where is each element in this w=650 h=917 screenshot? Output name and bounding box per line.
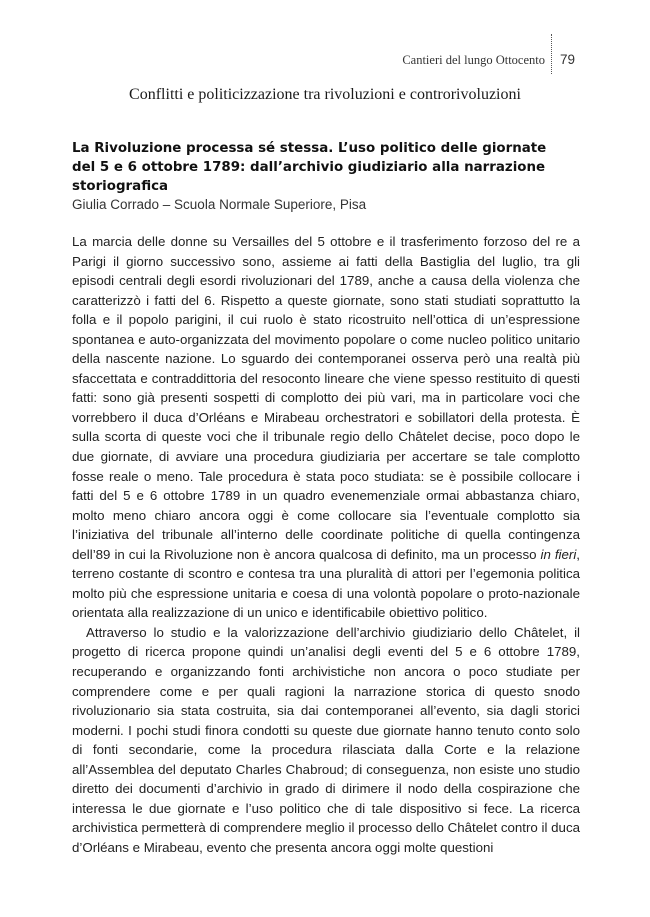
header-divider (551, 34, 552, 74)
italic-term: in fieri (540, 546, 577, 562)
running-header: Cantieri del lungo Ottocento (402, 53, 545, 67)
page-number: 79 (560, 52, 576, 67)
author-line: Giulia Corrado – Scuola Normale Superiore, Pisa (72, 197, 367, 212)
paragraph-text: , terreno costante di scontro e contesa tra una pluralità di attori per l’egemonia politica molto più che espressione unitaria e coesa di una volontà popolare o proto-nazionale orientata alla realizzazione di un unico e identificabile obiettivo politico. (72, 546, 580, 621)
article-body (72, 232, 580, 858)
paragraph (72, 232, 580, 623)
paragraph: Attraverso lo studio e la valorizzazione dell’archivio giudiziario dello Châtelet, il progetto di ricerca propone quindi un’analisi degli eventi del 5 e 6 ottobre 1789, recuperando e organizzando fonti archivistiche non ancora o poco studiate per comprendere come e per quali ragioni la narrazione storica di questo snodo rivoluzionario sia stata costruita, sia dai contemporanei all’evento, sia dagli storici moderni. I pochi studi finora condotti su queste due giornate hanno tenuto conto solo di fonti secondarie, come la procedura rilasciata dalla Corte e la relazione all’Assemblea del deputato Charles Chabroud; di conseguenza, non esiste uno studio diretto dei documenti d’archivio in grado di dirimere il nodo della cospirazione che interessa le due giornate e l’uso politico che di tale dispositivo si fece. La ricerca archivistica permetterà di comprendere meglio il processo dello Châtelet contro il duca d’Orléans e Mirabeau, evento che presenta ancora oggi molte questioni (72, 624, 580, 855)
section-title: Conflitti e politicizzazione tra rivoluzioni e controrivoluzioni (129, 86, 521, 103)
article-title: La Rivoluzione processa sé stessa. L’uso politico delle giornate del 5 e 6 ottobre 1789: dall’archivio giudiziario alla narrazione storiografica (72, 141, 547, 194)
paragraph-text: La marcia delle donne su Versailles del 5 ottobre e il trasferimento forzoso del re a Parigi il giorno successivo sono, assieme ai fatti della Bastiglia del luglio, tra gli episodi centrali degli esordi rivoluzionari del 1789, anche a causa della violenza che caratterizzò i fatti del 6. Rispetto a queste giornate, sono stati studiati soprattutto la folla e il popolo parigini, il cui ruolo è stato ricostruito nell’ottica di un’espressione spontanea e auto-organizzata del movimento popolare o come nucleo politico unitario della nascente nazione. Lo sguardo dei contemporanei osserva però una realtà più sfaccettata e contraddittoria del resoconto lineare che viene spesso restituito di questi fatti: sono già presenti sospetti di complotto dei più vari, ma in particolare voci che vorrebbero il duca d’Orléans e Mirabeau orchestratori e sobillatori della protesta. È sulla scorta di queste voci che il tribunale regio dello Châtelet decise, poco dopo le due giornate, di avviare una procedura giudiziaria per accertare se tale complotto fosse reale o meno. Tale procedura è stata poco studiata: se è possibile collocare i fatti del 5 e 6 ottobre 1789 in un quadro evenemenziale ormai abbastanza chiaro, molto meno chiaro ancora oggi è come collocare sia l’eventuale complotto sia l’iniziativa del tribunale all’interno delle coordinate politiche di quella contingenza dell’89 in cui la Rivoluzione non è ancora qualcosa di definito, ma un processo (72, 234, 580, 562)
